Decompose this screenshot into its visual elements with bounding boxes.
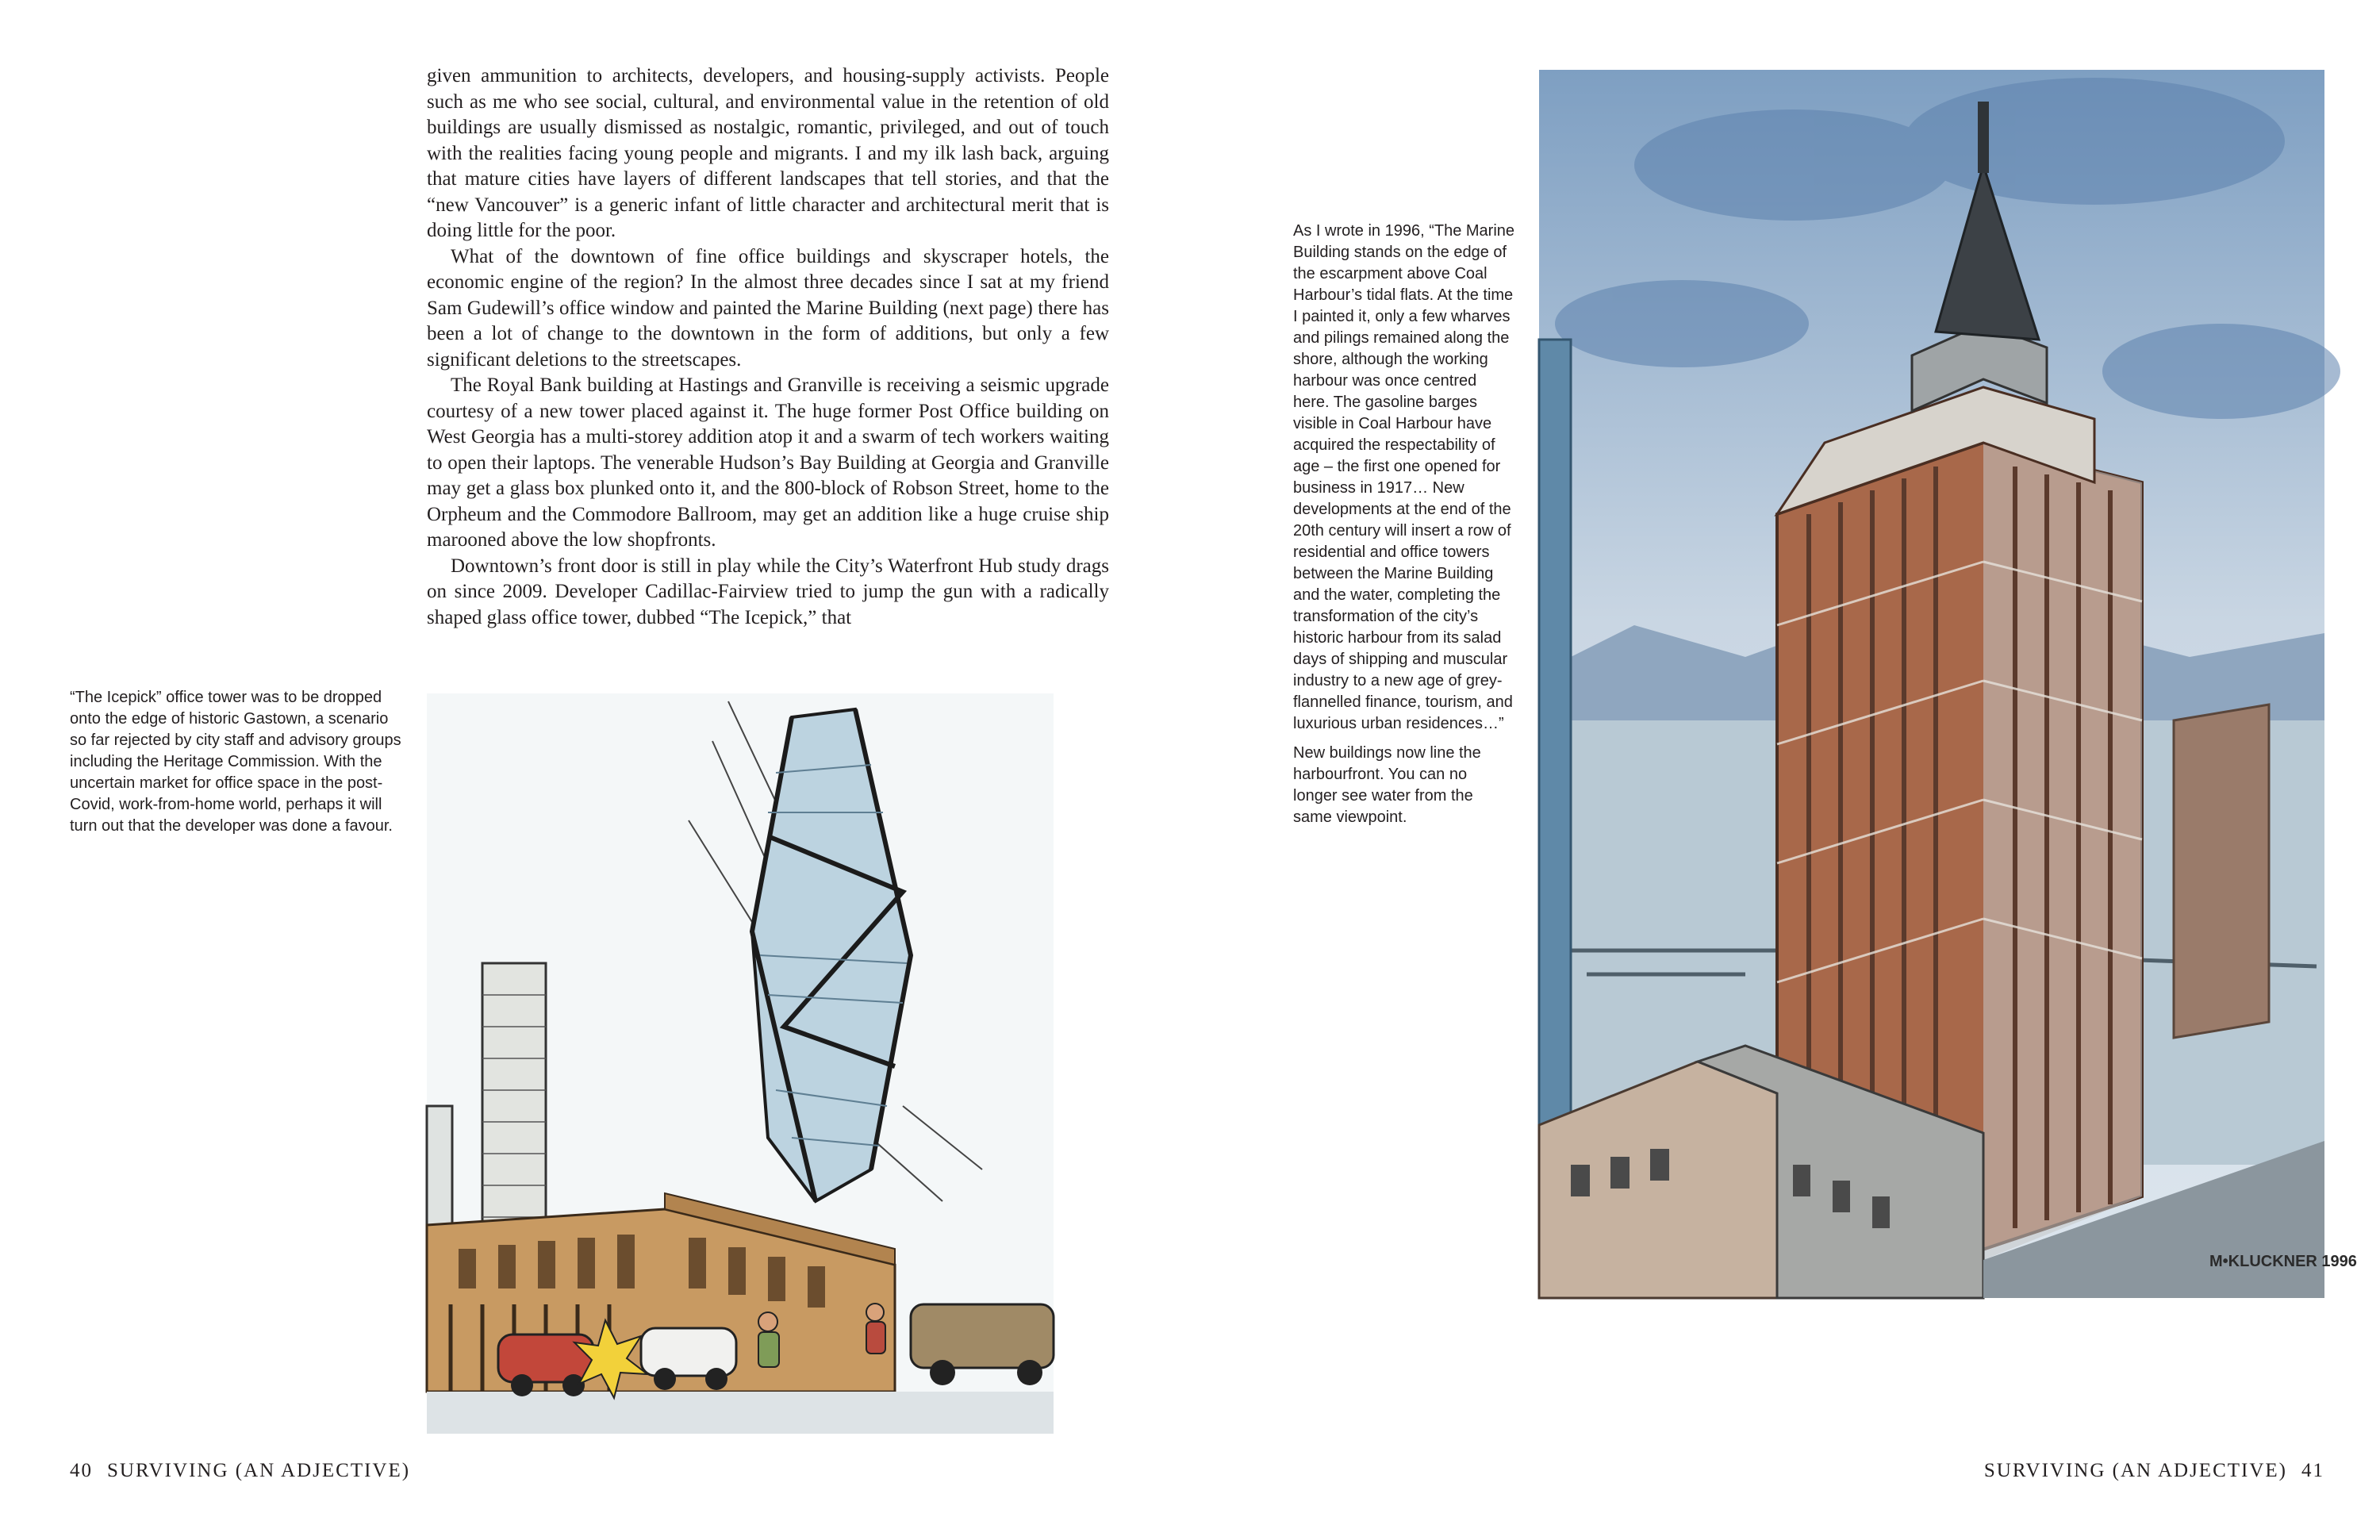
marine-building-drawing <box>1539 70 2357 1298</box>
body-paragraph-1: given ammunition to architects, developers, and housing-supply activists. People such as me who see social, cultural, and environmental value in the retention of old buildings are usually dismissed as nostalgic, romantic, privileged, and out of touch with the realities facing young people and migrants. I and my ilk lash back, arguing that mature cities have layers of different landscapes that tell stories, and that the “new Vancouver” is a generic infant of little character and architectural merit that is doing little for the poor. <box>427 65 1109 241</box>
body-paragraph-4: Downtown’s front door is still in play while the City’s Waterfront Hub study drags on since 2009. Developer Cadillac-Fairview tried to jump the gun with a radically shaped glass office tower, dubbed “The Icepick,” that <box>427 555 1109 628</box>
folio-left <box>70 1460 410 1482</box>
page-number: 40 <box>70 1460 93 1481</box>
brown-car <box>911 1304 1054 1368</box>
white-car <box>641 1328 736 1376</box>
icepick-illustration <box>427 693 1054 1434</box>
marine-caption-note: New buildings now line the harbourfront. You can no longer see water from the same viewpoint. <box>1293 744 1481 826</box>
body-paragraph-3: The Royal Bank building at Hastings and Granville is receiving a seismic upgrade courtesy of a new tower placed against it. The huge former Post Office building on West Georgia has a multi-storey addition atop it and a swarm of tech workers waiting to open their laptops. The venerable Hudson’s Bay Building at Georgia and Granville may get a glass box plunked onto it, and the 800-block of Robson Street, home to the Orpheum and the Commodore Ballroom, may get an addition like a huge cruise ship marooned above the low shopfronts. <box>427 374 1109 551</box>
spire-mast <box>1978 102 1989 173</box>
marine-building-caption <box>1293 221 1515 836</box>
body-text <box>427 63 1109 631</box>
icepick-drawing <box>427 693 1054 1434</box>
running-person <box>866 1322 885 1354</box>
running-title: SURVIVING (AN ADJECTIVE) <box>107 1460 411 1481</box>
icepick-caption-text: “The Icepick” office tower was to be dropped onto the edge of historic Gastown, a scenario so far rejected by city staff and advisory groups including the Heritage Commission. With the uncertain market for office space in the post-Covid, work-from-home world, perhaps it will turn out that the developer was done a favour. <box>70 689 401 835</box>
glass-tower <box>1539 340 1571 1149</box>
running-person <box>758 1332 779 1367</box>
icepick-caption <box>70 687 403 845</box>
artist-signature: M•KLUCKNER 1996 <box>2209 1253 2357 1270</box>
running-title: SURVIVING (AN ADJECTIVE) <box>1983 1460 2287 1481</box>
body-paragraph-2: What of the downtown of fine office buildings and skyscraper hotels, the economic engine of the region? In the almost three decades since I sat at my friend Sam Gudewill’s office window and painted the Marine Building (next page) there has been a lot of change to the downtown in the form of additions, but only a few significant deletions to the streetscapes. <box>427 245 1109 371</box>
marine-caption-quote: As I wrote in 1996, “The Marine Building stands on the edge of the escarpment above Coal Harbour’s tidal flats. At the time I painted it, only a few wharves and pilings remained along the shore, although the working harbour was once centred here. The gasoline barges visible in Coal Harbour have acquired the respectability of age – the first one opened for business in 1917… New developments at the end of the 20th century will insert a row of residential and office towers between the Marine Building and the water, completing the transformation of the city’s historic harbour from its salad days of shipping and muscular industry to a new age of grey-flannelled finance, tourism, and luxurious urban residences…” <box>1293 222 1515 732</box>
page-number: 41 <box>2301 1460 2324 1481</box>
folio-right <box>1984 1460 2324 1482</box>
right-page <box>1190 0 2380 1540</box>
red-car <box>498 1335 593 1382</box>
marine-building-painting <box>1539 70 2357 1298</box>
